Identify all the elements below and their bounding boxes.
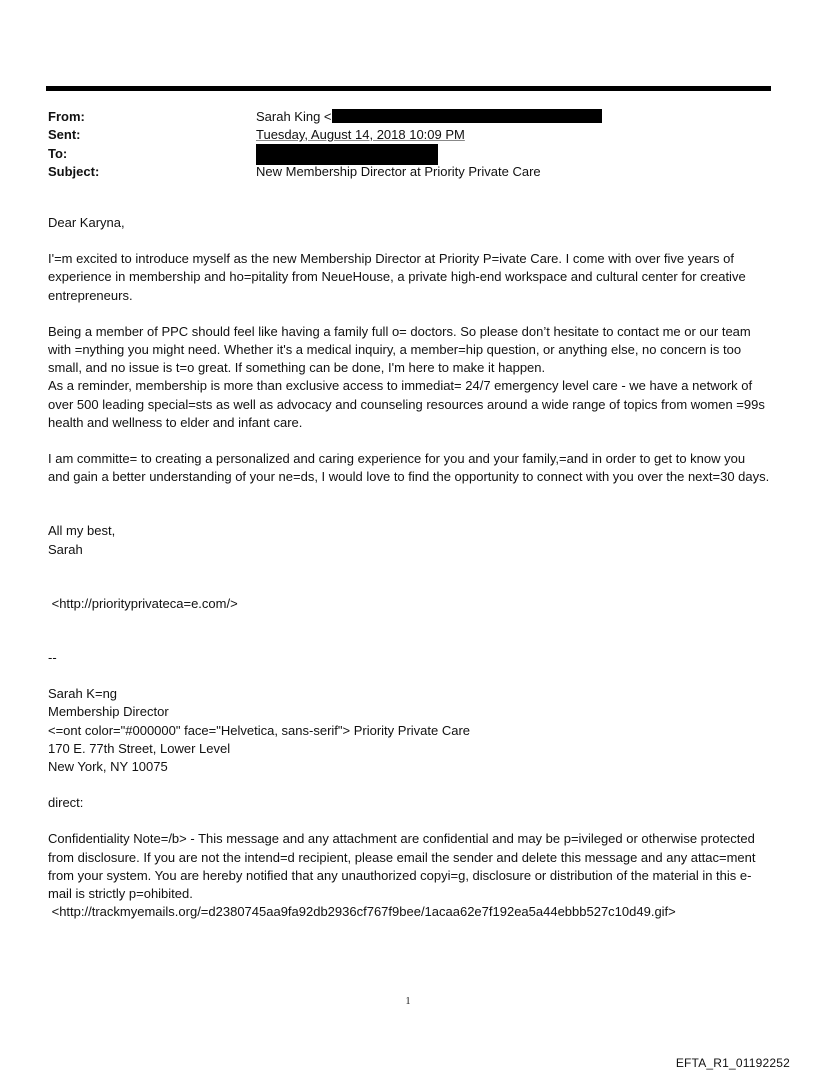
signoff-name: Sarah [48,541,83,557]
from-value [256,107,602,126]
subject-label: Subject: [48,164,100,179]
redaction-box [332,109,602,123]
email-body [48,214,770,921]
to-label: To: [48,146,68,161]
paragraph: Being a member of PPC should feel like having a family full o= doctors. So please don’t hesitate to contact me or our team with =nything you might need. Whether it's a medical inquiry, a member=hip question, or anything else, no concern is too small, and no issue is t=o great. If something can be done, I'm here to make it happen. [48,323,751,376]
from-label: From: [48,109,85,124]
subject-value: New Membership Director at Priority Private Care [256,164,541,179]
header-rule [46,86,771,91]
sent-label: Sent: [48,127,81,142]
signature-name: Sarah K=ng [48,686,118,702]
from-name: Sarah King < [256,109,332,124]
confidentiality-note: Confidentiality Note=/b> - This message and any attachment are confidential and may be p=ivileged or otherwise protected from disclosure. If you are not the intend=d recipient, please email the sender and delete this message and any attac=ment from your system. You are hereby notified that any unauthorized copyi=g, disclosure or distribution of the material in this e-mail is strictly p=ohibited. [48,831,756,902]
sent-value: Tuesday, August 14, 2018 10:09 PM [256,127,465,142]
closing: All my best, [48,523,116,539]
website-link[interactable]: <http://priorityprivateca=e.com/> [48,595,238,611]
paragraph: As a reminder, membership is more than exclusive access to immediat= 24/7 emergency level care - we have a network of over 500 leading special=sts as well as advocacy and counseling resources around a wide range of topics from women =99s health and wellness to elder and infant care. [48,378,765,430]
direct-line: direct: [48,795,84,811]
paragraph: I'=m excited to introduce myself as the new Membership Director at Priority P=ivate Care. I come with over five years of experience in membership and ho=pitality from NeueHouse, a private high-end workspace and cultural center for creative entrepreneurs. [48,251,746,303]
paragraph: I am committe= to creating a personalized and caring experience for you and your family,=and in order to get to know you and gain a better understanding of your ne=ds, I would love to find the opportunity to connect with you over the next=30 days. [48,451,770,485]
signature-city: New York, NY 10075 [48,759,168,775]
document-id: EFTA_R1_01192252 [675,1056,790,1070]
greeting: Dear Karyna, [48,215,125,230]
tracking-link[interactable]: <http://trackmyemails.org/=d2380745aa9fa92db2936cf767f9bee/1acaa62e7f192ea5a44ebbb527c10d49.gif> [48,904,676,920]
signature-separator: -- [48,650,57,666]
signature-address: 170 E. 77th Street, Lower Level [48,740,231,756]
page-number: 1 [405,996,411,1007]
signature-title: Membership Director [48,704,169,720]
signature-company: <=ont color="#000000" face="Helvetica, sans-serif"> Priority Private Care [48,722,471,738]
